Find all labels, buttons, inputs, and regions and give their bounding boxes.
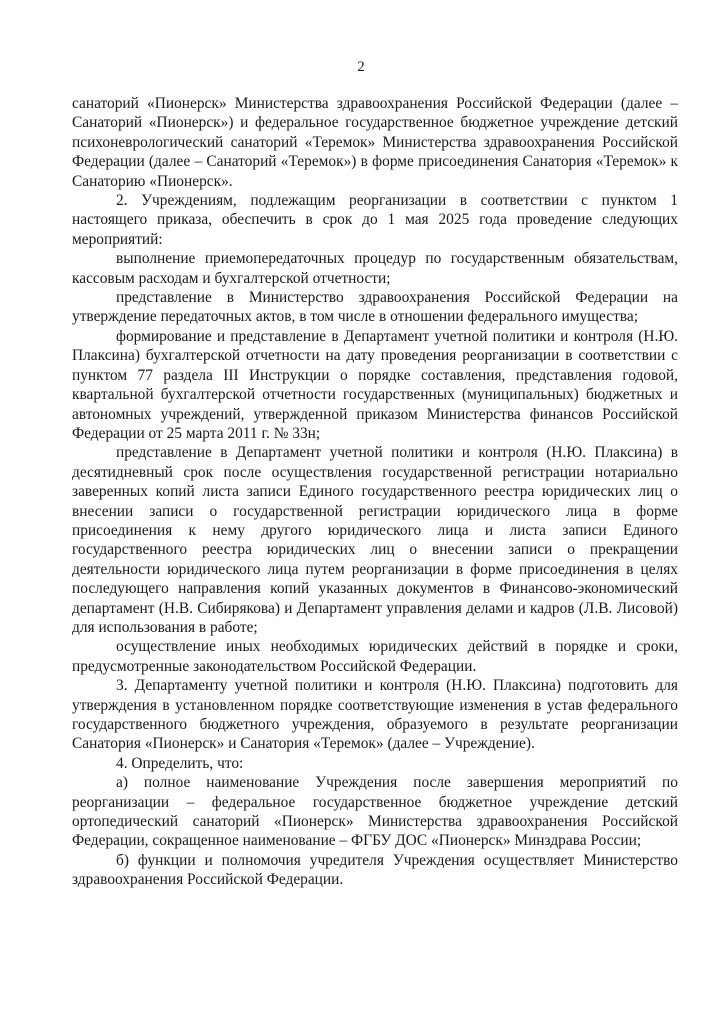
paragraph-item-2: 2. Учреждениям, подлежащим реорганизации в соответствии с пунктом 1 настоящего приказа, обеспечить в срок до 1 мая 2025 года проведение следующих мероприятий: <box>72 192 678 248</box>
paragraph-measure-transfer: выполнение приемопередаточных процедур по государственным обязательствам, кассовым расходам и бухгалтерской отчетности; <box>72 250 678 287</box>
document-body <box>72 94 678 890</box>
paragraph-measure-reporting: формирование и представление в Департамент учетной политики и контроля (Н.Ю. Плаксина) бухгалтерской отчетности на дату проведения реорганизации в соответствии с пунктом 77 раздела III Инструкции о порядке составления, представления годовой, квартальной бухгалтерской отчетности государственных (муниципальных) бюджетных и автономных учреждений, утвержденной приказом Министерства финансов Российской Федерации от 25 марта 2011 г. № 33н; <box>72 327 678 442</box>
paragraph-measure-registration: представление в Департамент учетной политики и контроля (Н.Ю. Плаксина) в десятидневный срок после осуществления государственной регистрации нотариально заверенных копий листа записи Единого государственного реестра юридических лиц о внесении записи о государственной регистрации юридического лица в форме присоединения к нему другого юридического лица и листа записи Единого государственного реестра юридических лиц о внесении записи о прекращении деятельности юридического лица путем реорганизации в форме присоединения в целях последующего направления копий указанных документов в Финансово-экономический департамент (Н.В. Сибирякова) и Департамент управления делами и кадров (Л.В. Лисовой) для использования в работе; <box>72 444 678 636</box>
paragraph-item-4: 4. Определить, что: <box>116 754 244 772</box>
paragraph-item-4a: а) полное наименование Учреждения после завершения мероприятий по реорганизации – федеральное государственное бюджетное учреждение детский ортопедический санаторий «Пионерск» Министерства здравоохранения Российской Федерации, сокращенное наименование – ФГБУ ДОС «Пионерск» Минздрава России; <box>72 774 678 850</box>
paragraph-item-3: 3. Департаменту учетной политики и контроля (Н.Ю. Плаксина) подготовить для утверждения в установленном порядке соответствующие изменения в устав федерального государственного бюджетного учреждения, образуемого в результате реорганизации Санатория «Пионерск» и Санатория «Теремок» (далее – Учреждение). <box>72 677 678 753</box>
paragraph-measure-other: осуществление иных необходимых юридических действий в порядке и сроки, предусмотренные законодательством Российской Федерации. <box>72 638 678 675</box>
paragraph-continuation: санаторий «Пионерск» Министерства здравоохранения Российской Федерации (далее – Санаторий «Пионерск») и федеральное государственное бюджетное учреждение детский психоневрологический санаторий «Теремок» Министерства здравоохранения Российской Федерации (далее – Санаторий «Теремок») в форме присоединения Санатория «Теремок» к Санаторию «Пионерск». <box>72 95 678 190</box>
paragraph-measure-acts: представление в Министерство здравоохранения Российской Федерации на утверждение передаточных актов, в том числе в отношении федерального имущества; <box>72 289 678 326</box>
page-number: 2 <box>357 59 365 75</box>
paragraph-item-4b: б) функции и полномочия учредителя Учреждения осуществляет Министерство здравоохранения Российской Федерации. <box>72 851 678 889</box>
